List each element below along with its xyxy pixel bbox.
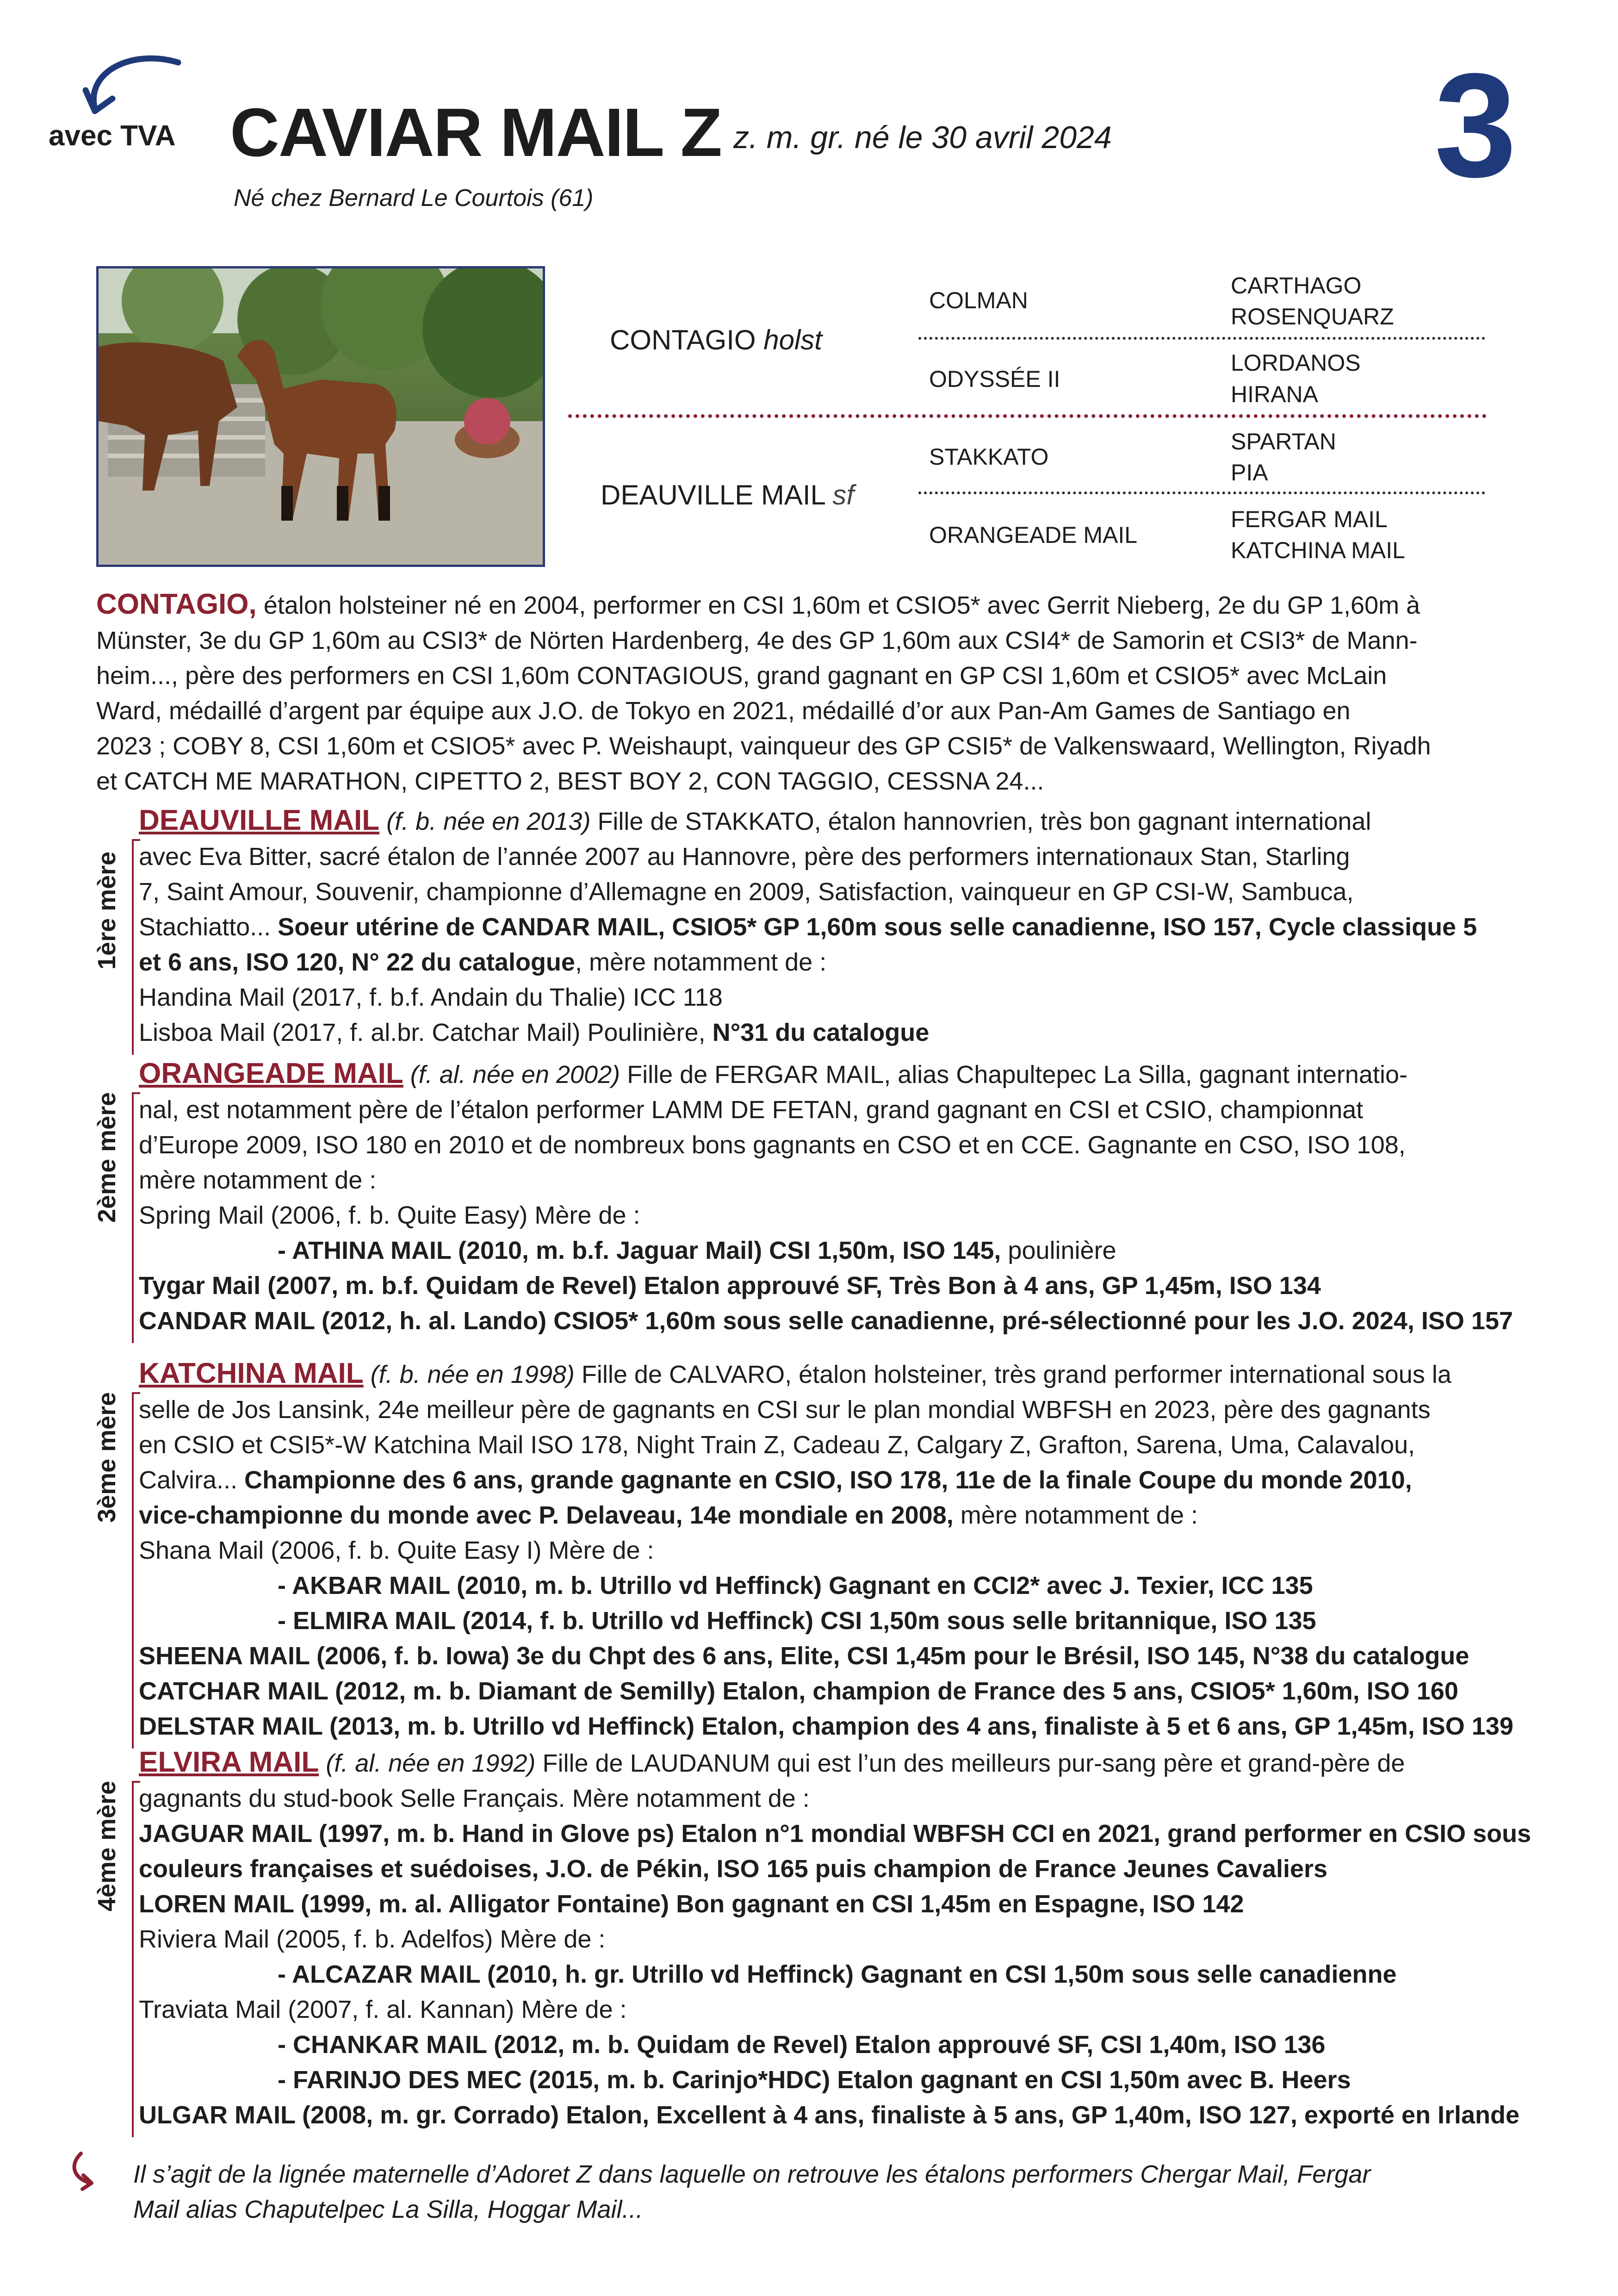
mother-section-3 xyxy=(139,1356,1527,1744)
lot-number: 3 xyxy=(1434,42,1517,208)
gg-2: ROSENQUARZ xyxy=(1231,304,1394,330)
horse-photo xyxy=(96,266,545,567)
mother-2-line: d’Europe 2009, ISO 180 en 2010 et de nombreux bons gagnants en CSO et en CCE. Gagnante en CSO, ISO 108, xyxy=(139,1131,1406,1159)
mother-desc: (f. b. née en 1998) xyxy=(363,1361,582,1388)
mother-rank-label: 3ème mère xyxy=(93,1392,121,1523)
mother-rank-label: 4ème mère xyxy=(93,1780,121,1911)
gg-8: KATCHINA MAIL xyxy=(1231,537,1405,563)
mother-4-line: Riviera Mail (2005, f. b. Adelfos) Mère de : xyxy=(139,1925,606,1953)
sire-sire: COLMAN xyxy=(929,287,1028,313)
mother-1-line: avec Eva Bitter, sacré étalon de l’année 2007 au Hannovre, père des performers internationaux Stan, Starling xyxy=(139,843,1350,871)
mother-1-line: 7, Saint Amour, Souvenir, championne d’Allemagne en 2009, Satisfaction, vainqueur en GP CSI-W, Sambuca, xyxy=(139,878,1354,906)
horse-name: CAVIAR MAIL Z xyxy=(230,94,722,171)
footnote: Il s’agit de la lignée maternelle d’Adoret Z dans laquelle on retrouve les étalons performers Chergar Mail, Fergar Mail alias Chaputelpec La Silla, Hoggar Mail... xyxy=(133,2160,1371,2223)
sire-description: CONTAGIO, étalon holsteiner né en 2004, performer en CSI 1,60m et CSIO5* avec Gerrit Nieberg, 2e du GP 1,60m à Münster, 3e du GP 1,60m au CSI3* de Nörten Hardenberg, 4e des GP 1,60m aux CSI4* de Samorin et CSI3* de Mann- heim..., père des performers en CSI 1,60m CONTAGIOUS, grand gagnant en GP CSI 1,60m et CSIO5* avec McLain Ward, médaillé d’argent par équipe aux J.O. de Tokyo en 2021, médaillé d’or aux Pan-Am Games de Santiago en 2023 ; COBY 8, CSI 1,60m et CSIO5* avec P. Weishaupt, vainqueur des GP CSI5* de Valkenswaard, Wellington, Riyadh et CATCH ME MARATHON, CIPETTO 2, BEST BOY 2, CON TAGGIO, CESSNA 24... xyxy=(96,588,1431,795)
gg-1: CARTHAGO xyxy=(1231,273,1362,299)
mother-3-line: vice-championne du monde avec P. Delaveau, 14e mondiale en 2008, mère notamment de : xyxy=(139,1501,1198,1529)
return-arrow-icon xyxy=(69,2150,102,2191)
curved-arrow-icon xyxy=(81,44,187,118)
mother-3-line: SHEENA MAIL (2006, f. b. Iowa) 3e du Chpt des 6 ans, Elite, CSI 1,45m pour le Brésil, ISO 145, N°38 du catalogue xyxy=(139,1642,1469,1670)
gg-6: PIA xyxy=(1231,460,1268,485)
sire-heading: CONTAGIO, xyxy=(96,588,257,620)
mother-4-line: gagnants du stud-book Selle Français. Mère notamment de : xyxy=(139,1785,810,1812)
mother-2-line: Spring Mail (2006, f. b. Quite Easy) Mère de : xyxy=(139,1201,640,1229)
mother-3-line: CATCHAR MAIL (2012, m. b. Diamant de Semilly) Etalon, champion de France des 5 ans, CSIO5* 1,60m, ISO 160 xyxy=(139,1677,1458,1705)
dam-name: DEAUVILLE MAIL sf xyxy=(601,479,854,510)
sire-dam: ODYSSÉE II xyxy=(929,366,1060,392)
mother-section-4 xyxy=(139,1745,1531,2133)
mother-2-line: nal, est notamment père de l’étalon performer LAMM DE FETAN, grand gagnant en CSI et CSIO, championnat xyxy=(139,1096,1364,1124)
mother-rank-label: 2ème mère xyxy=(93,1092,121,1223)
mother-bracket xyxy=(132,839,140,1055)
mother-name: KATCHINA MAIL xyxy=(139,1357,364,1389)
mother-4-line: couleurs françaises et suédoises, J.O. de Pékin, ISO 165 puis champion de France Jeunes Cavaliers xyxy=(139,1855,1328,1883)
mother-1-line: Handina Mail (2017, f. b.f. Andain du Thalie) ICC 118 xyxy=(139,983,723,1011)
mother-3-line: DELSTAR MAIL (2013, m. b. Utrillo vd Heffinck) Etalon, champion des 4 ans, finaliste à 5 et 6 ans, GP 1,45m, ISO 139 xyxy=(139,1712,1513,1740)
mother-bracket xyxy=(132,1781,140,2137)
mother-desc: (f. b. née en 2013) xyxy=(379,808,598,835)
gg-5: SPARTAN xyxy=(1231,429,1336,454)
tva-label: avec TVA xyxy=(49,120,176,152)
mother-3-line: - ELMIRA MAIL (2014, f. b. Utrillo vd Heffinck) CSI 1,50m sous selle britannique, ISO 135 xyxy=(278,1607,1316,1635)
dam-sire: STAKKATO xyxy=(929,444,1049,470)
mother-4-line: LOREN MAIL (1999, m. al. Alligator Fontaine) Bon gagnant en CSI 1,45m en Espagne, ISO 142 xyxy=(139,1890,1244,1918)
pedigree-divider-2 xyxy=(918,492,1485,494)
dam-dam: ORANGEADE MAIL xyxy=(929,522,1138,548)
mother-desc: (f. al. née en 1992) xyxy=(319,1749,543,1777)
mother-3-line: KATCHINA MAIL (f. b. née en 1998) Fille de CALVARO, étalon holsteiner, très grand performer international sous la xyxy=(139,1357,1451,1389)
pedigree-divider-main xyxy=(568,414,1487,418)
sire-name: CONTAGIO holst xyxy=(610,324,822,355)
gg-4: HIRANA xyxy=(1231,381,1318,407)
mother-bracket xyxy=(132,1092,140,1343)
mother-3-line: Calvira... Championne des 6 ans, grande gagnante en CSIO, ISO 178, 11e de la finale Coupe du monde 2010, xyxy=(139,1466,1412,1494)
mother-3-line: en CSIO et CSI5*-W Katchina Mail ISO 178, Night Train Z, Cadeau Z, Calgary Z, Grafton, Sarena, Uma, Calavalou, xyxy=(139,1431,1415,1459)
mother-1-line: Stachiatto... Soeur utérine de CANDAR MAIL, CSIO5* GP 1,60m sous selle canadienne, ISO 157, Cycle classique 5 xyxy=(139,913,1477,941)
mother-4-line: - ALCAZAR MAIL (2010, h. gr. Utrillo vd Heffinck) Gagnant en CSI 1,50m sous selle canadienne xyxy=(278,1960,1397,1988)
mother-4-line: - CHANKAR MAIL (2012, m. b. Quidam de Revel) Etalon approuvé SF, CSI 1,40m, ISO 136 xyxy=(278,2031,1326,2059)
gg-3: LORDANOS xyxy=(1231,350,1361,376)
mother-rank-label: 1ère mère xyxy=(93,851,121,970)
mother-4-line: - FARINJO DES MEC (2015, m. b. Carinjo*HDC) Etalon gagnant en CSI 1,50m avec B. Heers xyxy=(278,2066,1351,2094)
mother-section-1 xyxy=(139,803,1527,1050)
mother-4-line: ELVIRA MAIL (f. al. née en 1992) Fille de LAUDANUM qui est l’un des meilleurs pur-sang père et grand-père de xyxy=(139,1746,1405,1778)
mother-3-line: Shana Mail (2006, f. b. Quite Easy I) Mère de : xyxy=(139,1537,654,1564)
mother-4-line: ULGAR MAIL (2008, m. gr. Corrado) Etalon, Excellent à 4 ans, finaliste à 5 ans, GP 1,40m, ISO 127, exporté en Irlande xyxy=(139,2101,1520,2129)
mother-2-line: CANDAR MAIL (2012, h. al. Lando) CSIO5* 1,60m sous selle canadienne, pré-sélectionné pour les J.O. 2024, ISO 157 xyxy=(139,1307,1513,1335)
horse-subtitle: z. m. gr. né le 30 avril 2024 xyxy=(733,120,1112,155)
mother-2-line: mère notamment de : xyxy=(139,1166,377,1194)
mother-1-line: DEAUVILLE MAIL (f. b. née en 2013) Fille de STAKKATO, étalon hannovrien, très bon gagnant international xyxy=(139,804,1371,836)
mother-3-line: - AKBAR MAIL (2010, m. b. Utrillo vd Heffinck) Gagnant en CCI2* avec J. Texier, ICC 135 xyxy=(278,1572,1313,1599)
mother-4-line: JAGUAR MAIL (1997, m. b. Hand in Glove ps) Etalon n°1 mondial WBFSH CCI en 2021, grand performer en CSIO sous xyxy=(139,1820,1531,1848)
mother-1-line: et 6 ans, ISO 120, N° 22 du catalogue, mère notamment de : xyxy=(139,948,827,976)
mother-2-line: Tygar Mail (2007, m. b.f. Quidam de Revel) Etalon approuvé SF, Très Bon à 4 ans, GP 1,45m, ISO 134 xyxy=(139,1272,1321,1300)
mother-name: ELVIRA MAIL xyxy=(139,1746,319,1778)
breeder-line: Né chez Bernard Le Courtois (61) xyxy=(234,185,594,212)
mother-2-line: - ATHINA MAIL (2010, m. b.f. Jaguar Mail) CSI 1,50m, ISO 145, poulinière xyxy=(278,1237,1116,1264)
mother-name: ORANGEADE MAIL xyxy=(139,1058,403,1089)
mother-bracket xyxy=(132,1392,140,1748)
gg-7: FERGAR MAIL xyxy=(1231,506,1388,532)
mother-section-2 xyxy=(139,1056,1527,1338)
mother-2-line: ORANGEADE MAIL (f. al. née en 2002) Fille de FERGAR MAIL, alias Chapultepec La Silla, gagnant internatio- xyxy=(139,1058,1407,1089)
mother-4-line: Traviata Mail (2007, f. al. Kannan) Mère de : xyxy=(139,1996,627,2023)
mother-desc: (f. al. née en 2002) xyxy=(403,1061,627,1089)
mother-3-line: selle de Jos Lansink, 24e meilleur père de gagnants en CSI sur le plan mondial WBFSH en 2023, père des gagnants xyxy=(139,1396,1431,1424)
mother-name: DEAUVILLE MAIL xyxy=(139,804,380,836)
pedigree-divider-1 xyxy=(918,337,1485,340)
mother-1-line: Lisboa Mail (2017, f. al.br. Catchar Mail) Poulinière, N°31 du catalogue xyxy=(139,1019,930,1046)
